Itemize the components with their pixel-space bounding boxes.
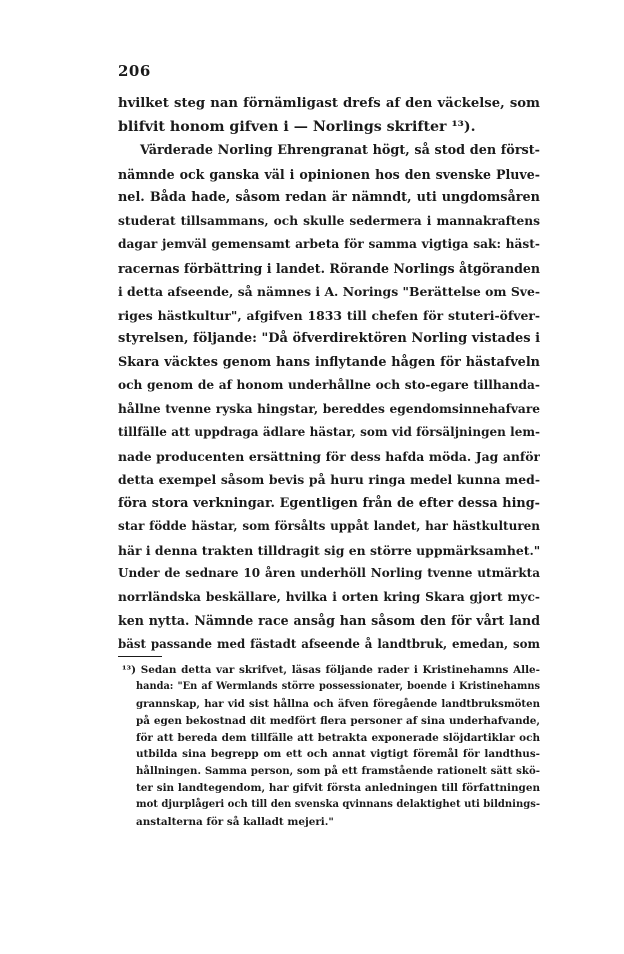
- footnote-line: på egen bekostnad dit medfört flera personer af sina underhafvande,: [136, 714, 540, 727]
- body-line: racernas förbättring i landet. Rörande Norlings åtgöranden: [118, 260, 540, 276]
- body-line: riges hästkultur", afgifven 1833 till chefen för stuteri-öfver-: [118, 307, 540, 323]
- footnote-line: hållningen. Samma person, som på ett framstående rationelt sätt skö-: [136, 765, 540, 778]
- footnote: [118, 662, 540, 831]
- body-line: Värderade Norling Ehrengranat högt, så stod den först-: [140, 143, 540, 158]
- body-line: hållne tvenne ryska hingstar, bereddes egendomsinnehafvare: [118, 401, 540, 416]
- body-line: star födde hästar, som försålts uppåt landet, har hästkulturen: [118, 519, 540, 533]
- footnote-line: mot djurplågeri och till den svenska qvinnans delaktighet uti bildnings-: [136, 799, 540, 811]
- body-line: tillfälle att uppdraga ädlare hästar, som vid försäljningen lem-: [118, 425, 540, 439]
- body-line: och genom de af honom underhållne och sto-egare tillhanda-: [118, 378, 540, 392]
- footnote-divider: [118, 656, 162, 657]
- body-line: blifvit honom gifven i — Norlings skrifter ¹³).: [118, 118, 476, 135]
- footnote-line: grannskap, har vid sist hållna och äfven föregående landtbruksmöten: [136, 697, 540, 710]
- footnote-line: anstalterna för så kalladt mejeri.": [136, 816, 334, 829]
- body-line: detta exempel såsom bevis på huru ringa medel kunna med-: [118, 472, 540, 487]
- body-line: föra stora verkningar. Egentligen från de efter dessa hing-: [118, 495, 540, 511]
- body-line: ken nytta. Nämnde race ansåg han såsom den för vårt land: [118, 613, 540, 628]
- body-line: hvilket steg nan förnämligast drefs af den väckelse, som: [118, 96, 540, 111]
- body-line: dagar jemväl gemensamt arbeta för samma vigtiga sak: häst-: [118, 237, 540, 251]
- page-number: 206: [118, 62, 151, 80]
- footnote-line: ter sin landtegendom, har gifvit första anledningen till författningen: [136, 782, 540, 795]
- body-line: här i denna trakten tilldragit sig en större uppmärksamhet.": [118, 542, 540, 558]
- body-line: nämnde ock ganska väl i opinionen hos den svenske Pluve-: [118, 166, 540, 182]
- body-text: [118, 92, 540, 656]
- footnote-line: för att bereda dem tillfälle att betrakta exponerade slöjdartiklar och: [136, 731, 540, 744]
- body-line: norrländska beskällare, hvilka i orten kring Skara gjort myc-: [118, 589, 540, 604]
- body-line: Skara väcktes genom hans inflytande hågen för hästafveln: [118, 354, 540, 370]
- footnote-line: ¹³) Sedan detta var skrifvet, läsas följande rader i Kristinehamns Alle-: [122, 664, 540, 676]
- body-line: nel. Båda hade, såsom redan är nämndt, uti ungdomsåren: [118, 190, 540, 205]
- body-line: nade producenten ersättning för dess hafda möda. Jag anför: [118, 448, 540, 464]
- footnote-line: handa: "En af Wermlands större possessionater, boende i Kristinehamns: [136, 680, 540, 692]
- footnote-line: utbilda sina begrepp om ett och annat vigtigt föremål för landthus-: [136, 748, 540, 761]
- body-line: studerat tillsammans, och skulle sedermera i mannakraftens: [118, 213, 540, 228]
- body-line: bäst passande med fästadt afseende å landtbruk, emedan, som: [118, 636, 540, 651]
- body-line: styrelsen, följande: "Då öfverdirektören Norling vistades i: [118, 331, 540, 346]
- body-line: i detta afseende, så nämnes i A. Norings "Berättelse om Sve-: [118, 284, 540, 299]
- body-line: Under de sednare 10 åren underhöll Norling tvenne utmärkta: [118, 566, 540, 580]
